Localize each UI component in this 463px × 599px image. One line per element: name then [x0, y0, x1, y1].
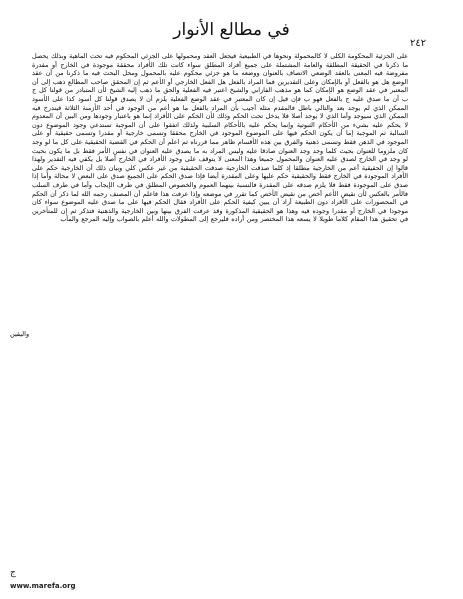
page-number: ٢٤٢ — [410, 38, 427, 49]
site-watermark: www.marefa.org — [10, 582, 76, 590]
bottom-ornament: ج — [10, 568, 16, 578]
page-header-title: في مطالع الأنوار — [173, 20, 290, 40]
margin-note: واليقين — [10, 330, 30, 338]
main-text-paragraph: على الجزئية المحكومة الكلى لا كالمحمولة ونحوها في الطبيعية فيجعل العقد ومحمولها على الجزئي المحكوم فيه تحت الماهية وبذلك يحصل ما ذكرنا في الحقيقة المطلقة والعامة المشتملة على جميع أفراد المطلق سواء كانت تلك الأفراد محققة موجودة في الخارج أو مقدرة مفروضة فيه المعنى بالعقد الوضعي الاتصاف بالعنوان ووضعه ما هو جزئي محكوم عليه بالمحمول ومحل البحث فيه ما ذكرنا من أن عقد الوضع هل هو بالفعل أو بالإمكان وعلى التقديرين فما المراد بالفعل هل الفعل الخارجي أو الأعم ثم إن المحقق صاحب المطالع ذهب إلى أن المعتبر في عقد الوضع هو الإمكان كما هو مذهب الفارابي والشيخ اعتبر فيه الفعلية والحق ما ذهب إليه الشيخ لأن المتبادر من قولنا كل ج ب أن ما صدق عليه ج بالفعل فهو ب فإن قيل إن كان المعتبر في عقد الوضع الفعلية يلزم أن لا يصدق قولنا كل أسود كذا على الأسود الممكن الذي لم يوجد بعد والتالي باطل فالمقدم مثله أجيب بأن المراد بالفعل ما هو أعم من الوجود في أحد الأزمنة الثلاثة فيندرج فيه الممكن الذي سيوجد وأما الذي لا يوجد أصلا فلا يدخل تحت الحكم وذلك لأن الحكم على الأفراد إنما هو باعتبار وجودها ومن البين أن المعدوم لا يحكم عليه بشيء من الأحكام الثبوتية وإنما يحكم عليه بالأحكام السلبية ولذلك اتفقوا على أن الموجبة تستدعي وجود الموضوع دون السالبة ثم الموجبة إما أن يكون الحكم فيها على الموضوع الموجود في الخارج محققا وتسمى خارجية أو مقدرا وتسمى حقيقية أو على الموجود في الذهن فقط وتسمى ذهنية والفرق بين هذه الأقسام ظاهر مما قررناه ثم اعلم أن الحكم في القضية الحقيقية على كل ما لو وجد كان ملزوما للعنوان بحيث كلما وجد وجد العنوان صادقا عليه وليس المراد به ما يصدق عليه العنوان في نفس الأمر فقط بل ما يكون بحيث لو وجد في الخارج لصدق عليه العنوان والمحمول جميعا وهذا المعنى لا يتوقف على وجود الأفراد في الخارج أصلا بل يكفي فيه التقدير ولهذا قالوا إن الحقيقية أعم من الخارجية مطلقا إذ كلما صدقت الخارجية صدقت الحقيقية من غير عكس كلي وبيان ذلك أن الخارجية حكم على الأفراد الموجودة في الخارج فقط والحقيقية حكم عليها وعلى المقدرة أيضا فإذا صدق الحكم على الجميع صدق على البعض لا محالة وأما إذا صدق على الموجودة فقط فلا يلزم صدقه على المقدرة فالنسبة بينهما العموم والخصوص المطلق في طرف الإيجاب وأما في طرف السلب فالأمر بالعكس لأن نقيض الأعم أخص من نقيض الأخص كما تقرر في موضعه وإذا عرفت هذا فاعلم أن المصنف رحمه الله لما ذكر أن الحكم في المحصورات على الأفراد دون الطبيعة أراد أن يبين كيفية الحكم على الأفراد فقال الحكم فيها على ما صدق عليه الموضوع سواء كان موجودا في الخارج أو مقدرا وجوده فيه وهذا هو الحقيقية المذكورة وقد عرفت الفرق بينها وبين الخارجية والذهنية فتذكر ثم إن للمتأخرين في تحقيق هذا المقام كلاما طويلا لا يسعه هذا المختصر ومن أراده فليرجع إلى المطولات والله أعلم بالصواب وإليه المرجع والمآب — [32, 52, 408, 224]
main-text-block — [32, 52, 408, 552]
text-frame — [32, 52, 408, 552]
